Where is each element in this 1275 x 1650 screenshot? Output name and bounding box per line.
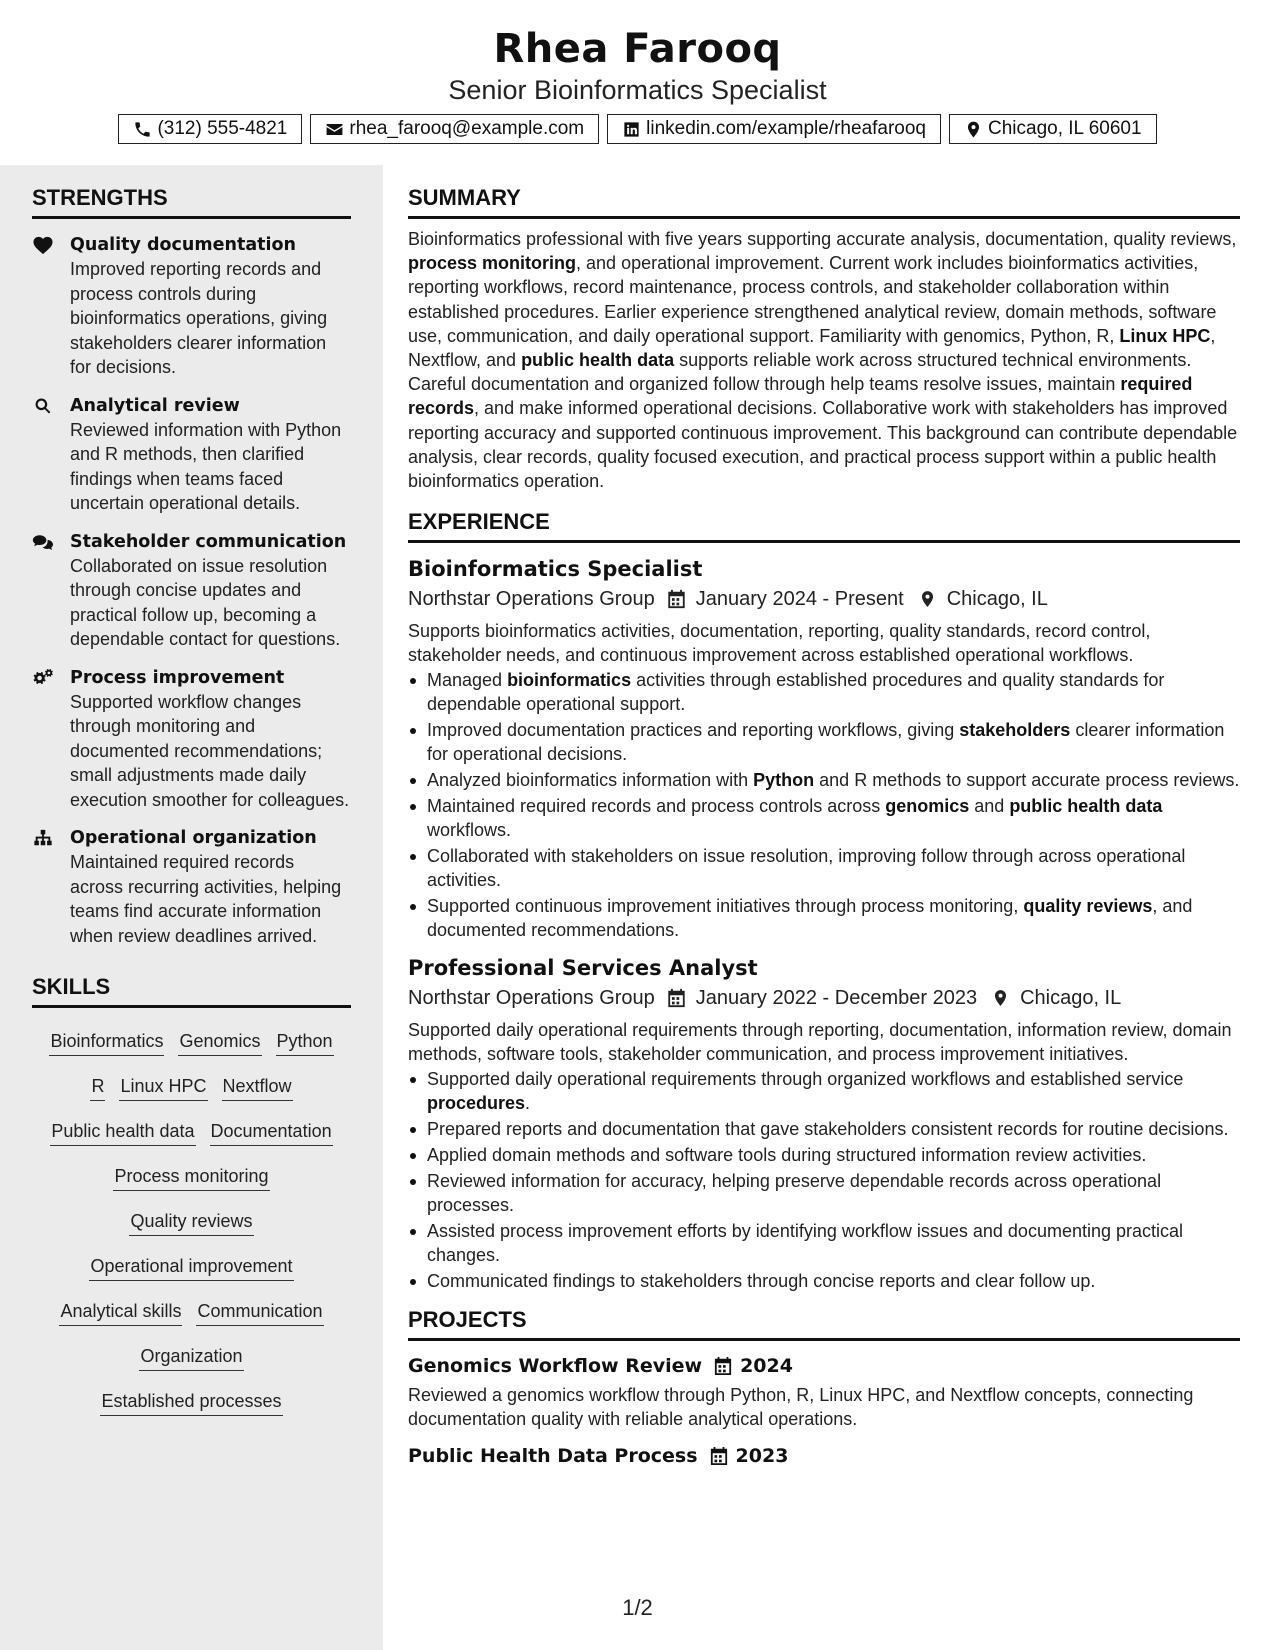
project-title: Genomics Workflow Review: [408, 1355, 703, 1378]
text-run: Bioinformatics professional with five years supporting accurate analysis, documentation, quality reviews,: [408, 229, 1237, 249]
contact-location-text: Chicago, IL 60601: [988, 118, 1142, 139]
bullet-item: [408, 1269, 1240, 1293]
bullet-item: [408, 1067, 1240, 1115]
skills-row: [32, 1245, 351, 1290]
bullet-item: [408, 1117, 1240, 1141]
job-title: Professional Services Analyst: [408, 956, 758, 981]
phone-icon: [133, 120, 152, 139]
strength-item: [32, 394, 351, 516]
text-run: , Nextflow, and: [408, 325, 1216, 371]
emphasis-text: public health data: [521, 350, 675, 371]
skills-row: [32, 1020, 351, 1065]
contact-email-text: rhea_farooq@example.com: [349, 118, 585, 139]
strength-title: Process improvement: [70, 667, 285, 688]
job-location: Chicago, IL: [946, 588, 1048, 611]
map-pin-icon: [918, 589, 937, 609]
text-run: Assisted process improvement efforts by identifying workflow issues and documenting practical changes.: [427, 1221, 1184, 1266]
emphasis-text: public health data: [1009, 796, 1163, 817]
job-meta: [408, 584, 1240, 614]
emphasis-text: process monitoring: [408, 253, 577, 274]
contact-phone[interactable]: [118, 114, 302, 144]
text-run: Managed: [427, 670, 508, 691]
job-location: Chicago, IL: [1020, 987, 1122, 1010]
summary-text: [408, 227, 1240, 493]
text-run: Analyzed bioinformatics information with: [427, 770, 754, 791]
contact-linkedin-text: linkedin.com/example/rheafarooq: [646, 118, 927, 139]
strength-title: Analytical review: [70, 395, 240, 416]
skill-tag: Process monitoring: [113, 1164, 269, 1191]
contact-phone-text: (312) 555-4821: [157, 118, 288, 139]
job-company: Northstar Operations Group: [408, 987, 655, 1010]
sidebar: [0, 165, 383, 1650]
text-run: Collaborated with stakeholders on issue resolution, improving follow through across operational activities.: [427, 846, 1186, 891]
bullet-item: [408, 668, 1240, 716]
strength-title: Stakeholder communication: [70, 531, 347, 552]
text-run: , and make informed operational decisions. Collaborative work with stakeholders has improved reporting accuracy and supported continuous improvement. This background can contribute dependable analysis, clear records, quality focused execution, and practical process support within a public health bioinformatics operation.: [408, 398, 1238, 492]
emphasis-text: Python: [753, 770, 815, 791]
job-meta: [408, 983, 1240, 1013]
text-run: Communicated findings to stakeholders through concise reports and clear follow up.: [427, 1271, 1096, 1292]
skills-row: [32, 1155, 351, 1200]
contact-bar: [0, 114, 1275, 144]
emphasis-text: Linux HPC: [1119, 325, 1211, 346]
project-description: Reviewed a genomics workflow through Python, R, Linux HPC, and Nextflow concepts, connecting documentation quality with reliable analytical operations.: [408, 1385, 1194, 1430]
skill-tag: Established processes: [100, 1389, 282, 1416]
project-year: 2023: [735, 1445, 789, 1468]
bullet-item: [408, 1143, 1240, 1167]
strength-desc: Collaborated on issue resolution through concise updates and practical follow up, becoming a dependable contact for questions.: [70, 555, 341, 649]
strength-desc: Improved reporting records and process controls during bioinformatics operations, giving stakeholders clearer information for decisions.: [70, 259, 328, 377]
text-run: Supported continuous improvement initiatives through process monitoring,: [427, 896, 1024, 917]
calendar-icon: [714, 1356, 732, 1376]
strength-desc: Maintained required records across recurring activities, helping teams find accurate information when review deadlines arrived.: [70, 852, 342, 946]
text-run: Maintained required records and process controls across: [427, 796, 886, 817]
linkedin-icon: [622, 120, 641, 139]
contact-location[interactable]: [949, 114, 1157, 144]
strength-title: Quality documentation: [70, 235, 296, 255]
strength-desc: Reviewed information with Python and R methods, then clarified findings when teams faced uncertain operational details.: [70, 419, 342, 513]
job-entry: [408, 555, 1240, 942]
emphasis-text: bioinformatics: [507, 670, 632, 691]
job-company: Northstar Operations Group: [408, 588, 655, 611]
text-run: Improved documentation practices and reporting workflows, giving: [427, 720, 960, 741]
skills-row: [32, 1290, 351, 1335]
text-run: workflows.: [427, 820, 512, 841]
skill-tag: Quality reviews: [129, 1209, 253, 1236]
text-run: activities through established procedures and quality standards for dependable operational support.: [427, 670, 1165, 715]
strength-item: [32, 530, 351, 652]
job-dates: January 2024 - Present: [695, 588, 904, 611]
job-description: Supported daily operational requirements through reporting, documentation, information review, domain methods, software tools, stakeholder communication, and process improvement initiatives.: [408, 1020, 1232, 1065]
candidate-title: Senior Bioinformatics Specialist: [448, 75, 827, 105]
strength-item: [32, 666, 351, 813]
map-pin-icon: [991, 988, 1010, 1008]
contact-email[interactable]: [310, 114, 599, 144]
projects-heading: PROJECTS: [408, 1307, 1240, 1341]
calendar-icon: [710, 1446, 728, 1466]
skill-tag: Linux HPC: [119, 1074, 207, 1101]
job-entry: [408, 954, 1240, 1293]
text-run: , and operational improvement. Current work includes bioinformatics activities, reporting workflows, record maintenance, process controls, and stakeholder collaboration within established procedures. Earlier experience strengthened analytical review, domain methods, software use, communication, and daily operational support. Familiarity with genomics, Python, R,: [408, 253, 1217, 346]
skills-row: [32, 1110, 351, 1155]
strength-item: [32, 826, 351, 948]
bullet-item: [408, 718, 1240, 766]
search-icon: [32, 396, 54, 416]
calendar-icon: [667, 988, 686, 1008]
text-run: Applied domain methods and software tools during structured information review activities.: [427, 1145, 1147, 1166]
resume-header: [0, 0, 1275, 144]
skill-tag: Public health data: [50, 1119, 195, 1146]
strength-title: Operational organization: [70, 828, 317, 848]
skills-heading: SKILLS: [32, 974, 351, 1008]
emphasis-text: genomics: [885, 796, 970, 817]
skill-tag: Nextflow: [222, 1074, 293, 1101]
project-year: 2024: [740, 1355, 793, 1378]
bullet-item: [408, 768, 1240, 792]
project-title: Public Health Data Process: [408, 1445, 698, 1468]
skill-tag: Analytical skills: [59, 1299, 182, 1326]
emphasis-text: quality reviews: [1023, 896, 1153, 917]
skills-row: [32, 1200, 351, 1245]
gears-icon: [32, 668, 54, 688]
skill-tag: R: [90, 1074, 105, 1101]
skill-tag: Bioinformatics: [49, 1029, 164, 1056]
map-pin-icon: [964, 120, 983, 139]
strength-item: [32, 233, 351, 380]
skills-row: [32, 1065, 351, 1110]
bullet-item: [408, 1219, 1240, 1267]
text-run: .: [525, 1093, 531, 1114]
sitemap-icon: [32, 828, 54, 848]
heart-icon: [32, 235, 54, 255]
skills-row: [32, 1335, 351, 1380]
skill-tag: Python: [276, 1029, 334, 1056]
job-dates: January 2022 - December 2023: [695, 987, 978, 1010]
text-run: Reviewed information for accuracy, helping preserve dependable records across operational processes.: [427, 1171, 1162, 1216]
job-description: Supports bioinformatics activities, documentation, reporting, quality standards, record control, stakeholder needs, and continuous improvement across established operational workflows.: [408, 621, 1151, 666]
bullet-item: [408, 1169, 1240, 1217]
project-entry: [408, 1443, 1240, 1469]
job-bullets: [408, 668, 1240, 942]
strength-desc: Supported workflow changes through monitoring and documented recommendations; small adjustments made daily execution smoother for colleagues.: [70, 691, 350, 810]
skill-tag: Organization: [139, 1344, 243, 1371]
skill-tag: Genomics: [178, 1029, 261, 1056]
envelope-icon: [325, 120, 344, 139]
text-run: Supported daily operational requirements through organized workflows and established service: [427, 1069, 1184, 1090]
comments-icon: [32, 532, 54, 552]
emphasis-text: required records: [408, 374, 1193, 419]
text-run: clearer information for operational decisions.: [427, 720, 1225, 765]
text-run: supports reliable work across structured technical environments. Careful documentation and organized follow through help teams resolve issues, maintain: [408, 350, 1192, 395]
summary-heading: SUMMARY: [408, 185, 1240, 219]
text-run: and R methods to support accurate process reviews.: [814, 770, 1240, 791]
strengths-heading: STRENGTHS: [32, 185, 351, 219]
skill-tag: Operational improvement: [89, 1254, 293, 1281]
skills-row: [32, 1380, 351, 1425]
bullet-item: [408, 844, 1240, 892]
skill-tag: Communication: [196, 1299, 323, 1326]
contact-linkedin[interactable]: [607, 114, 941, 144]
emphasis-text: procedures: [427, 1093, 526, 1114]
emphasis-text: stakeholders: [959, 720, 1071, 741]
text-run: Prepared reports and documentation that gave stakeholders consistent records for routine decisions.: [427, 1119, 1229, 1140]
candidate-name: Rhea Farooq: [493, 26, 782, 72]
calendar-icon: [667, 589, 686, 609]
text-run: and: [969, 796, 1010, 817]
page-number: 1/2: [622, 1595, 653, 1620]
project-entry: [408, 1353, 1240, 1431]
skill-tag: Documentation: [210, 1119, 333, 1146]
text-run: , and documented recommendations.: [427, 896, 1193, 941]
experience-heading: EXPERIENCE: [408, 509, 1240, 543]
bullet-item: [408, 894, 1240, 942]
main-content: [408, 165, 1240, 1469]
job-title: Bioinformatics Specialist: [408, 557, 703, 582]
skills-list: [32, 1020, 351, 1425]
bullet-item: [408, 794, 1240, 842]
job-bullets: [408, 1067, 1240, 1293]
